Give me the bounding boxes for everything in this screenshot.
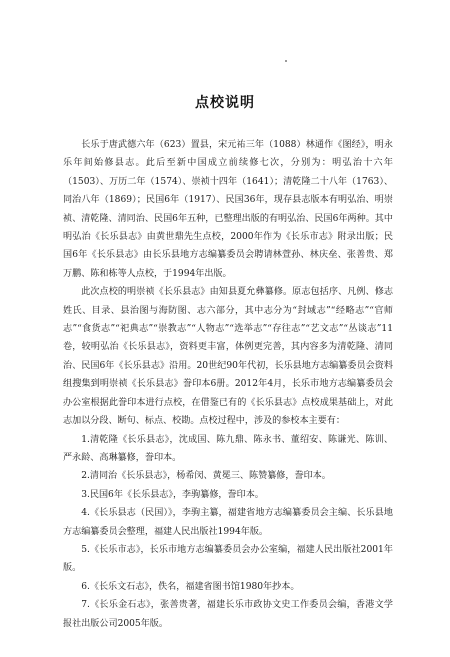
paragraph-history: 长乐于唐武德六年（623）置县，宋元祐三年（1088）林通作《图经》，明永乐年间始修县志。此后至新中国成立前续修七次，分别为：明弘治十六年（1503）、万历二年（1574）、崇祯十四年（1641）；清乾隆二十八年（1763）、同治八年（1869）；民国6年（1917）、民国36年，现存县志版本有明弘治、明崇祯、清乾隆、清同治、民国6年五种，已整理出版的有明弘治、民国6年两种。其中明弘治《长乐县志》由黄世鼎先生点校，2000年作为《长乐市志》附录出版；民国6年《长乐县志》由长乐县地方志编纂委员会聘请林萱孙、林庆垒、张善贵、郑万鹏、陈和栋等人点校，于1994年出版。 xyxy=(63,140,393,279)
reference-item: 7.《长乐金石志》，张善贵著，福建长乐市政协文史工作委员会编，香港文学报社出版公司2005年版。 xyxy=(63,600,393,629)
page-title: 点校说明 xyxy=(195,95,255,111)
reference-item: 5.《长乐市志》，长乐市地方志编纂委员会办公室编，福建人民出版社2001年版。 xyxy=(63,544,393,574)
reference-item: 6.《长乐文石志》，佚名，福建省图书馆1980年抄本。 xyxy=(81,581,300,592)
page-speck xyxy=(285,60,287,62)
document-body xyxy=(63,136,393,633)
reference-item: 3.民国6年《长乐县志》，李驹纂修，誊印本。 xyxy=(81,489,264,500)
reference-item: 2.清同治《长乐县志》，杨希闵、黄冕三、陈赞纂修，誊印本。 xyxy=(81,471,331,482)
reference-item: 4.《长乐县志（民国）》，李驹主纂，福建省地方志编纂委员会主编、长乐县地方志编纂委员会整理，福建人民出版社1994年版。 xyxy=(63,508,393,537)
paragraph-collation: 此次点校的明崇祯《长乐县志》由知县夏允彝纂修。原志包括序、凡例、修志姓氏、目录、县治图与海防图、志六部分，其中志分为“封域志”“经略志”“官师志”“食货志”“祀典志”“崇教志”“人物志”“选举志”“存往志”“艺文志”“丛谈志”11卷，较明弘治《长乐县志》，资料更丰富，体例更完善，其内容多为清乾隆、清同治、民国6年《长乐县志》沿用。20世纪90年代初，长乐县地方志编纂委员会资料组搜集到明崇祯《长乐县志》誊印本6册。2012年4月，长乐市地方志编纂委员会办公室根据此誊印本进行点校，在借鉴已有的《长乐县志》点校成果基础上，对此志加以分段、断句、标点、校勘。点校过程中，涉及的参校本主要有： xyxy=(63,287,393,427)
reference-item: 1.清乾隆《长乐县志》，沈成国、陈九鼎、陈永书、董绍安、陈谦光、陈训、严永龄、高琳纂修，誊印本。 xyxy=(63,434,393,463)
